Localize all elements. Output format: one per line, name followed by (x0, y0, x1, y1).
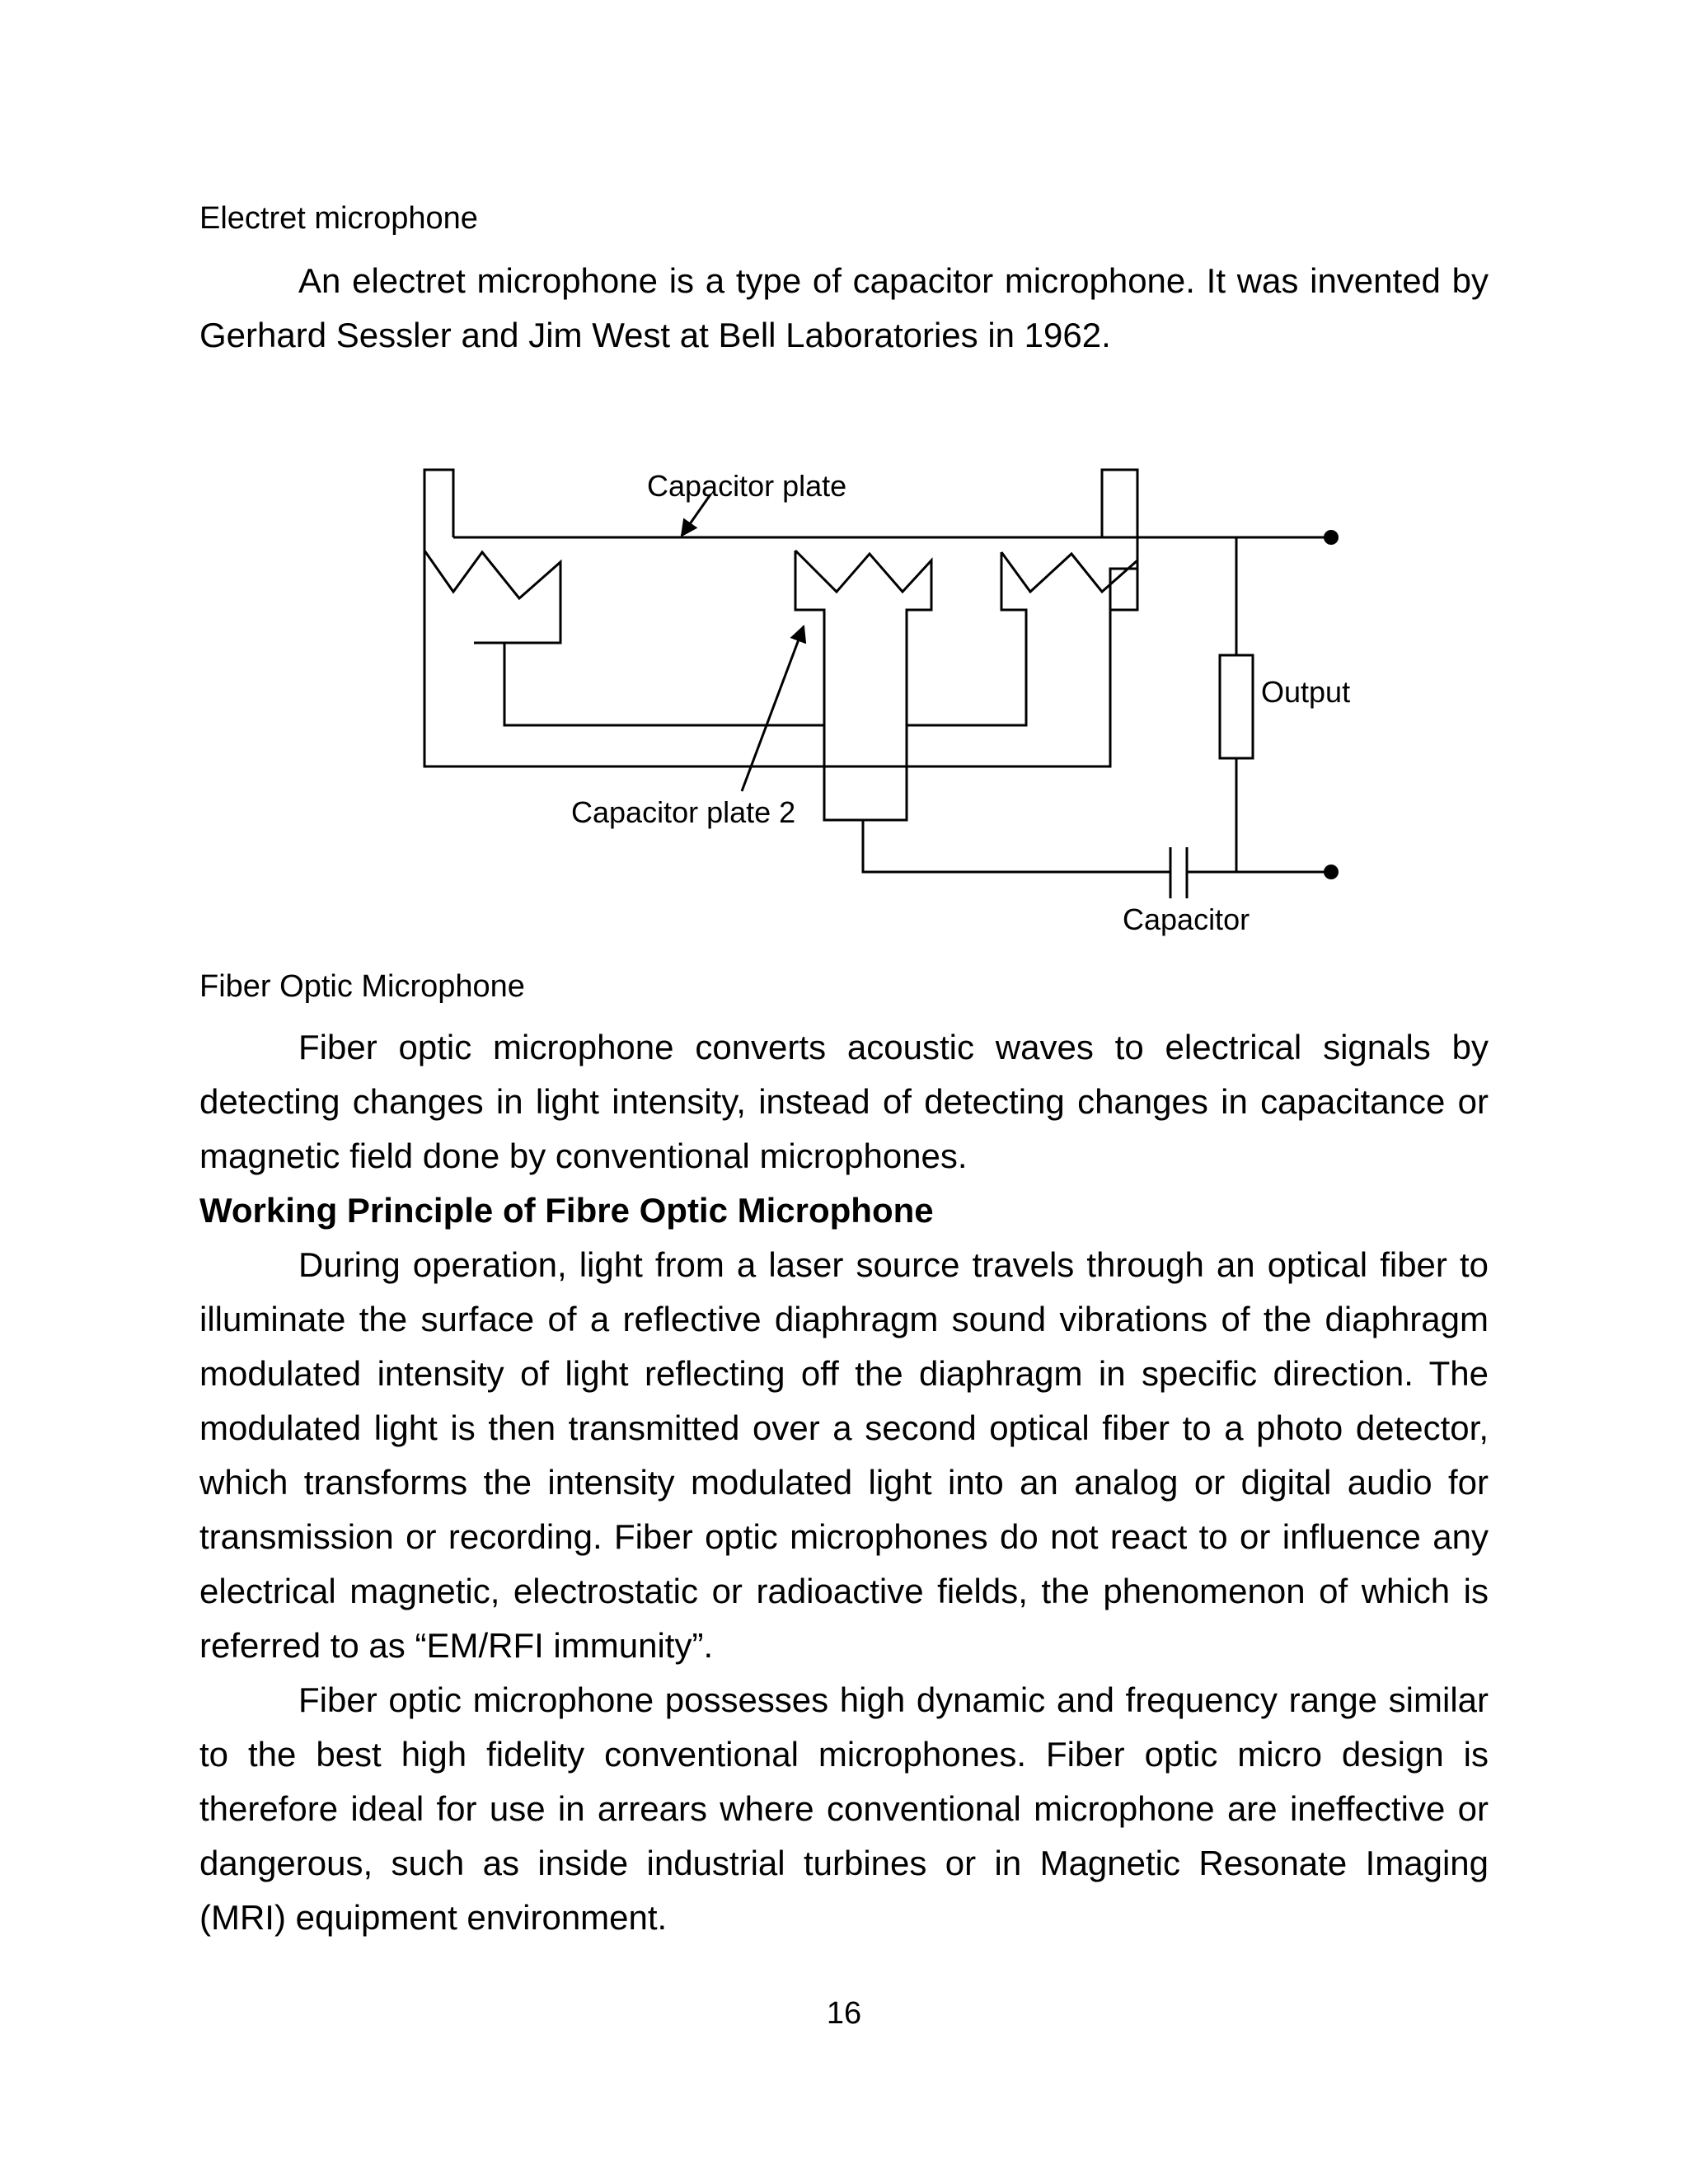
output-terminal-bottom (1324, 865, 1339, 879)
center-backplate (795, 551, 931, 820)
page-number: 16 (826, 1996, 862, 2031)
label-capacitor: Capacitor (1123, 902, 1250, 936)
label-capacitor-plate: Capacitor plate (647, 469, 847, 503)
right-diaphragm-zig (1001, 552, 1137, 610)
working-paragraph-2: Fiber optic microphone possesses high dynamic and frequency range similar to the best high fidelity conventional microphones. Fiber optic micro design is therefore ideal for use in arrears where conventional microphone are ineffective or dangerous, such as inside industrial turbines or in Magnetic Resonate Imaging (MRI) equipment environment. (199, 1680, 1489, 1937)
electret-paragraph: An electret microphone is a type of capacitor microphone. It was invented by Gerhard Sessler and Jim West at Bell Laboratories in 1962. (199, 261, 1489, 354)
fiber-section (199, 966, 1489, 1945)
left-diaphragm (424, 551, 560, 643)
output-terminal-top (1324, 530, 1339, 545)
bottom-lead (863, 820, 1170, 872)
left-inner-lead (504, 643, 824, 725)
fiber-heading: Fiber Optic Microphone (199, 969, 525, 1004)
right-diaphragm (907, 552, 1026, 725)
working-heading: Working Principle of Fibre Optic Microphone (199, 1191, 934, 1230)
fiber-paragraph: Fiber optic microphone converts acoustic waves to electrical signals by detecting changes in light intensity, instead of detecting changes in capacitance or magnetic field done by conventional microphones. (199, 1028, 1489, 1175)
working-paragraph-1: During operation, light from a laser source travels through an optical fiber to illuminate the surface of a reflective diaphragm sound vibrations of the diaphragm modulated intensity of light reflecting off the diaphragm in specific direction. The modulated light is then transmitted over a second optical fiber to a photo detector, which transforms the intensity modulated light into an analog or digital audio for transmission or recording. Fiber optic microphones do not react to or influence any electrical magnetic, electrostatic or radioactive fields, the phenomenon of which is referred to as “EM/RFI immunity”. (199, 1245, 1489, 1665)
electret-heading: Electret microphone (199, 201, 478, 236)
output-resistor (1220, 655, 1253, 758)
left-housing (424, 470, 1137, 766)
label-capacitor-plate-2: Capacitor plate 2 (571, 795, 796, 829)
label-output: Output (1261, 675, 1351, 709)
diagram-lines (424, 470, 1331, 898)
